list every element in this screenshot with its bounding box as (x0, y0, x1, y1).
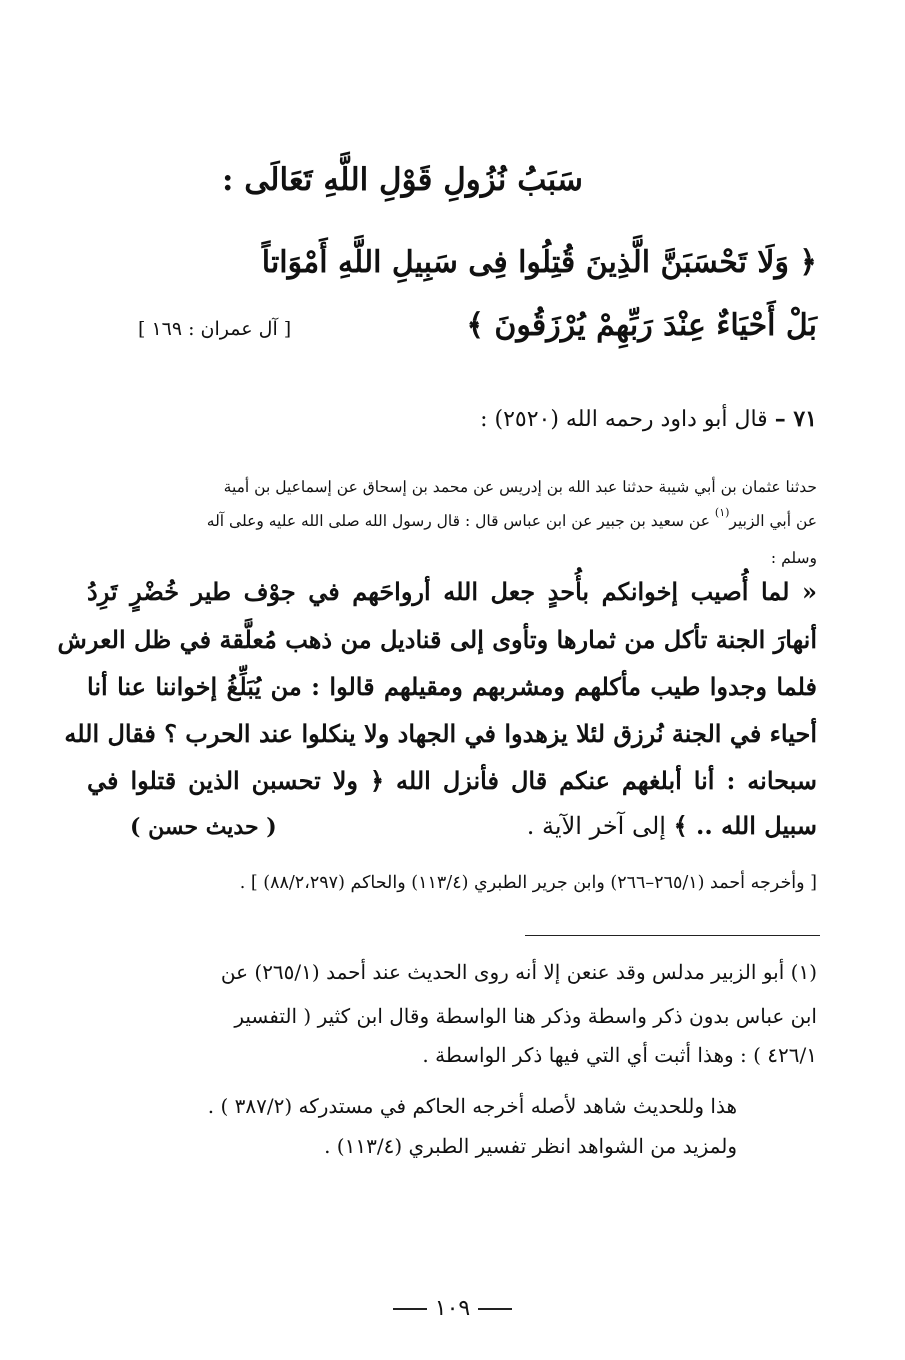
page-number-value: ١٠٩ (434, 1296, 471, 1321)
page-number-dash-right (478, 1308, 512, 1310)
isnad-line-2-start: عن أبي الزبير (729, 512, 817, 530)
hadith-number: ٧١ – (774, 406, 817, 432)
isnad-line-2-end: عن سعيد بن جبير عن ابن عباس قال : قال رسول الله صلى الله عليه وعلى آله (206, 512, 710, 530)
matn-line-4: أحياء في الجنة نُرزق لئلا يزهدوا في الجهاد ولا ينكلوا عند الحرب ؟ فقال الله (64, 719, 817, 748)
page-number (0, 1296, 905, 1321)
hadith-heading (480, 406, 817, 432)
verse-reference: [ آل عمران : ١٦٩ ] (138, 318, 292, 340)
footnote-line-2: ابن عباس بدون ذكر واسطة وذكر هنا الواسطة وقال ابن كثير ( التفسير (234, 1004, 817, 1028)
hadith-source: قال أبو داود رحمه الله (٢٥٢٠) : (480, 407, 768, 432)
takhrij-line: [ وأخرجه أحمد (٢٦٥/١–٢٦٦) وابن جرير الطبري (١١٣/٤) والحاكم (٨٨/٢،٢٩٧) ] . (239, 873, 817, 893)
matn-line-6-end: إلى آخر الآية . (526, 812, 666, 840)
footnote-line-4: هذا وللحديث شاهد لأصله أخرجه الحاكم في مستدركه (٣٨٧/٢ ) . (207, 1094, 737, 1118)
page-number-dash-left (393, 1308, 427, 1310)
footnote-line-5: ولمزيد من الشواهد انظر تفسير الطبري (١١٣/٤) . (324, 1134, 737, 1158)
matn-line-6 (527, 811, 817, 840)
hadith-grade: ( حديث حسن ) (130, 814, 277, 840)
isnad-line-3: وسلم : (770, 549, 817, 567)
matn-line-3: فلما وجدوا طيب مأكلهم ومشربهم ومقيلهم قالوا : من يُبَلِّغُ إخواننا عنا أنا (87, 672, 817, 701)
section-title: سَبَبُ نُزُولِ قَوْلِ اللَّهِ تَعَالَى : (221, 162, 583, 198)
footnote-divider (525, 935, 820, 936)
isnad-line-2 (206, 506, 817, 530)
footnote-marker: (١) (714, 506, 730, 519)
quran-verse-line-2: بَلْ أَحْيَاءٌ عِنْدَ رَبِّهِمْ يُرْزَقُونَ ﴾ (466, 308, 817, 343)
matn-line-1: « لما أُصيب إخوانكم بأُحدٍ جعل الله أرواحَهم في جوْف طير خُضْرٍ تَرِدُ (87, 577, 817, 606)
quran-verse-line-1: ﴿ وَلَا تَحْسَبَنَّ الَّذِينَ قُتِلُوا فِى سَبِيلِ اللَّهِ أَمْوَاتاً (261, 245, 817, 280)
footnote-line-1: (١) أبو الزبير مدلس وقد عنعن إلا أنه روى الحديث عند أحمد (٢٦٥/١) عن (220, 960, 817, 984)
matn-line-6-start: سبيل الله .. ﴾ (673, 811, 817, 840)
footnote-line-3: ٤٢٦/١ ) : وهذا أثبت أي التي فيها ذكر الواسطة . (422, 1043, 817, 1067)
isnad-line-1: حدثنا عثمان بن أبي شيبة حدثنا عبد الله بن إدريس عن محمد بن إسحاق عن إسماعيل بن أمية (223, 478, 817, 496)
matn-line-2: أنهارَ الجنة تأكل من ثمارها وتأوى إلى قناديل من ذهب مُعلَّقة في ظل العرش (57, 625, 817, 654)
matn-line-5: سبحانه : أنا أبلغهم عنكم قال فأنزل الله ﴿ ولا تحسبن الذين قتلوا في (87, 766, 817, 795)
